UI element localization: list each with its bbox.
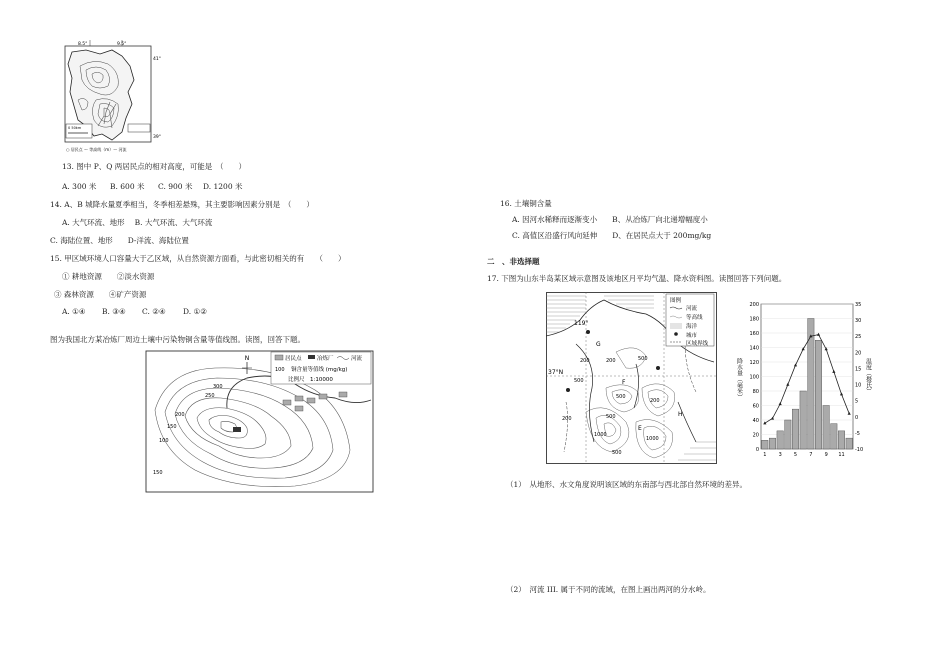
q17-stem: 17. 下图为山东半岛某区域示意图及该地区月平均气温、降水资料图。读图回答下列问题。 — [487, 274, 787, 283]
temp-tick-label: -5 — [855, 430, 860, 437]
temperature-point-10 — [832, 370, 835, 373]
temperature-point-11 — [840, 392, 843, 395]
precip-bar-8 — [815, 340, 821, 449]
fig1-lon-right: 9.5° — [117, 42, 127, 47]
q17-sub1: （1） 从地形、水文角度说明该区域的东南部与西北部自然环境的差异。 — [506, 480, 748, 489]
shandong-region-map — [546, 292, 717, 464]
contour-label-250: 250 — [205, 393, 215, 399]
q17-sub2: （2） 河流 III. 属于不同的流域，在图上画出两河的分水岭。 — [506, 585, 711, 594]
precip-tick-label: 200 — [749, 302, 759, 308]
temp-tick-label: 30 — [855, 318, 862, 325]
fig1-lat2-label: 39° — [153, 135, 161, 140]
q15-items-row2: ③ 森林资源 ④矿产资源 — [54, 290, 147, 299]
map-contour-8: 500 — [606, 414, 616, 420]
precip-tick-label: 100 — [749, 374, 759, 381]
section-two-heading: 二 、非选择题 — [487, 257, 540, 266]
temp-tick-label: 25 — [855, 334, 862, 341]
map-legend-boundary: 区域界线 — [686, 341, 709, 347]
precip-bar-4 — [785, 420, 791, 449]
map-legend-title: 图例 — [670, 298, 682, 304]
north-label: N — [244, 355, 250, 362]
smelter-icon — [233, 427, 241, 432]
fig1-lon-left: 8.5° — [78, 42, 88, 47]
temperature-point-8 — [817, 333, 820, 336]
precip-bar-2 — [769, 438, 775, 449]
map-contour-5: 200 — [562, 416, 572, 422]
map-letter-h: H — [678, 411, 683, 418]
precip-bar-9 — [823, 406, 829, 450]
map-contour-3: 200 — [606, 358, 616, 364]
map-letter-g: G — [596, 341, 601, 348]
month-tick-label: 1 — [763, 452, 767, 458]
map-contour-11: 500 — [612, 450, 622, 456]
precip-bar-12 — [846, 438, 852, 449]
map-legend-contour: 等高线 — [686, 315, 703, 321]
q14-options-row2: C. 海陆位置、地形 D-洋流、海陆位置 — [50, 236, 189, 245]
contour-label-150: 150 — [167, 424, 177, 430]
precip-tick-label: 60 — [752, 403, 759, 410]
map-contour-1: 200 — [580, 358, 590, 364]
legend-residential: 居民点 — [285, 356, 302, 362]
map-legend-sea: 海洋 — [686, 324, 698, 330]
map-contour-9: 1000 — [594, 432, 607, 438]
climate-ylabel-right: 温度（摄氏） — [864, 358, 872, 394]
q15-option-c: C. ②④ — [142, 307, 166, 316]
climate-ylabel-left: 降水量（毫米） — [735, 358, 743, 400]
temperature-point-12 — [848, 412, 851, 415]
month-tick-label: 7 — [809, 452, 813, 458]
copper-passage: 图为我国北方某冶炼厂周边土壤中污染物铜含量等值线图。读图，回答下题。 — [50, 335, 305, 344]
temp-tick-label: 0 — [855, 414, 859, 421]
contour-label-150b: 150 — [153, 470, 163, 476]
legend-sample: 100 — [275, 367, 285, 373]
temp-tick-label: 10 — [855, 382, 862, 389]
precip-bar-1 — [762, 440, 768, 449]
q16-stem: 16. 土壤铜含量 — [500, 199, 552, 208]
precip-tick-label: 40 — [752, 418, 759, 424]
fig1-legend: ○ 居民点 〜 等高线（m）〜 河流 — [66, 147, 127, 152]
legend-factory: 冶炼厂 — [317, 356, 334, 362]
temp-tick-label: 20 — [855, 350, 862, 357]
precip-bar-3 — [777, 431, 783, 449]
precip-tick-label: 80 — [752, 389, 759, 395]
contour-label-300: 300 — [213, 384, 223, 390]
precip-tick-label: 0 — [755, 447, 759, 453]
map-legend-city: 城市 — [686, 333, 698, 339]
q13-option-d: D. 1200 米 — [203, 182, 243, 191]
topographic-map-figure — [60, 40, 178, 158]
map-contour-2: 500 — [574, 378, 584, 384]
map-lon-119: 119° — [574, 320, 589, 327]
map-contour-4: 500 — [638, 356, 648, 362]
q13-option-b: B. 600 米 — [110, 182, 145, 191]
q16-options-row2: C. 高值区沿盛行风向延伸 D、在居民点大于 200mg/kg — [512, 231, 712, 240]
legend-river: 河流 — [351, 356, 363, 362]
map-legend-river: 河流 — [686, 306, 698, 312]
map-letter-f: F — [622, 379, 626, 386]
temperature-point-4 — [786, 383, 789, 386]
temp-tick-label: 15 — [855, 366, 862, 373]
climate-chart — [735, 296, 875, 464]
q14-options-row1: A. 大气环流、地形 B. 大气环流、大气环流 — [62, 218, 213, 227]
precip-tick-label: 160 — [749, 331, 759, 337]
q13-option-a: A. 300 米 — [62, 182, 97, 191]
precip-tick-label: 120 — [749, 360, 759, 366]
precip-bar-10 — [831, 424, 837, 449]
map-contour-6: 500 — [616, 394, 626, 400]
q15-stem: 15. 甲区域环境人口容量大于乙区域，从自然资源方面看，与此密切相关的有 （ ） — [50, 254, 346, 263]
copper-contour-figure — [145, 350, 375, 494]
map-contour-10: 1000 — [646, 436, 659, 442]
temp-tick-label: 5 — [855, 398, 859, 405]
temperature-point-3 — [779, 402, 782, 405]
fig1-lat-label: 41° — [153, 57, 161, 62]
temperature-line — [765, 335, 849, 424]
q15-items-row1: ① 耕地资源 ②淡水资源 — [62, 272, 155, 281]
precip-tick-label: 20 — [752, 432, 759, 439]
q14-stem: 14. A、B 城降水量夏季相当，冬季相差悬殊，其主要影响因素分别是 （ ） — [50, 200, 314, 209]
q13-stem: 13. 图中 P、Q 两居民点的相对高度，可能是 （ ） — [62, 162, 247, 171]
precip-bar-6 — [800, 391, 806, 449]
precip-bar-5 — [792, 409, 798, 449]
month-tick-label: 5 — [793, 452, 798, 458]
month-tick-label: 9 — [824, 452, 828, 458]
legend-scale: 比例尺 1:10000 — [288, 377, 333, 383]
temp-tick-label: -10 — [855, 447, 864, 453]
precip-tick-label: 140 — [749, 345, 759, 352]
q15-option-d: D. ①② — [183, 307, 207, 316]
q15-option-a: A. ①④ — [62, 307, 86, 316]
q13-option-c: C. 900 米 — [158, 182, 193, 191]
temp-tick-label: 35 — [855, 302, 862, 308]
q15-option-b: B. ③④ — [102, 307, 126, 316]
precip-tick-label: 180 — [749, 316, 759, 323]
temperature-point-5 — [794, 363, 797, 366]
q16-options-row1: A. 因河水稀释而逐渐变小 B、从冶炼厂向北递增幅度小 — [512, 215, 708, 224]
contour-label-200: 200 — [175, 412, 185, 418]
map-contour-7: 200 — [650, 398, 660, 404]
legend-contour: 铜含量等值线 (mg/kg) — [291, 367, 348, 373]
month-tick-label: 11 — [838, 452, 845, 458]
precip-bar-7 — [808, 319, 814, 450]
map-letter-e: E — [638, 425, 642, 432]
month-tick-label: 3 — [778, 452, 782, 458]
map-lat-37: 37°N — [548, 369, 564, 376]
fig1-scale-bar: 0 50km — [68, 126, 82, 130]
contour-label-100: 100 — [159, 438, 169, 444]
precip-bar-11 — [838, 431, 844, 449]
